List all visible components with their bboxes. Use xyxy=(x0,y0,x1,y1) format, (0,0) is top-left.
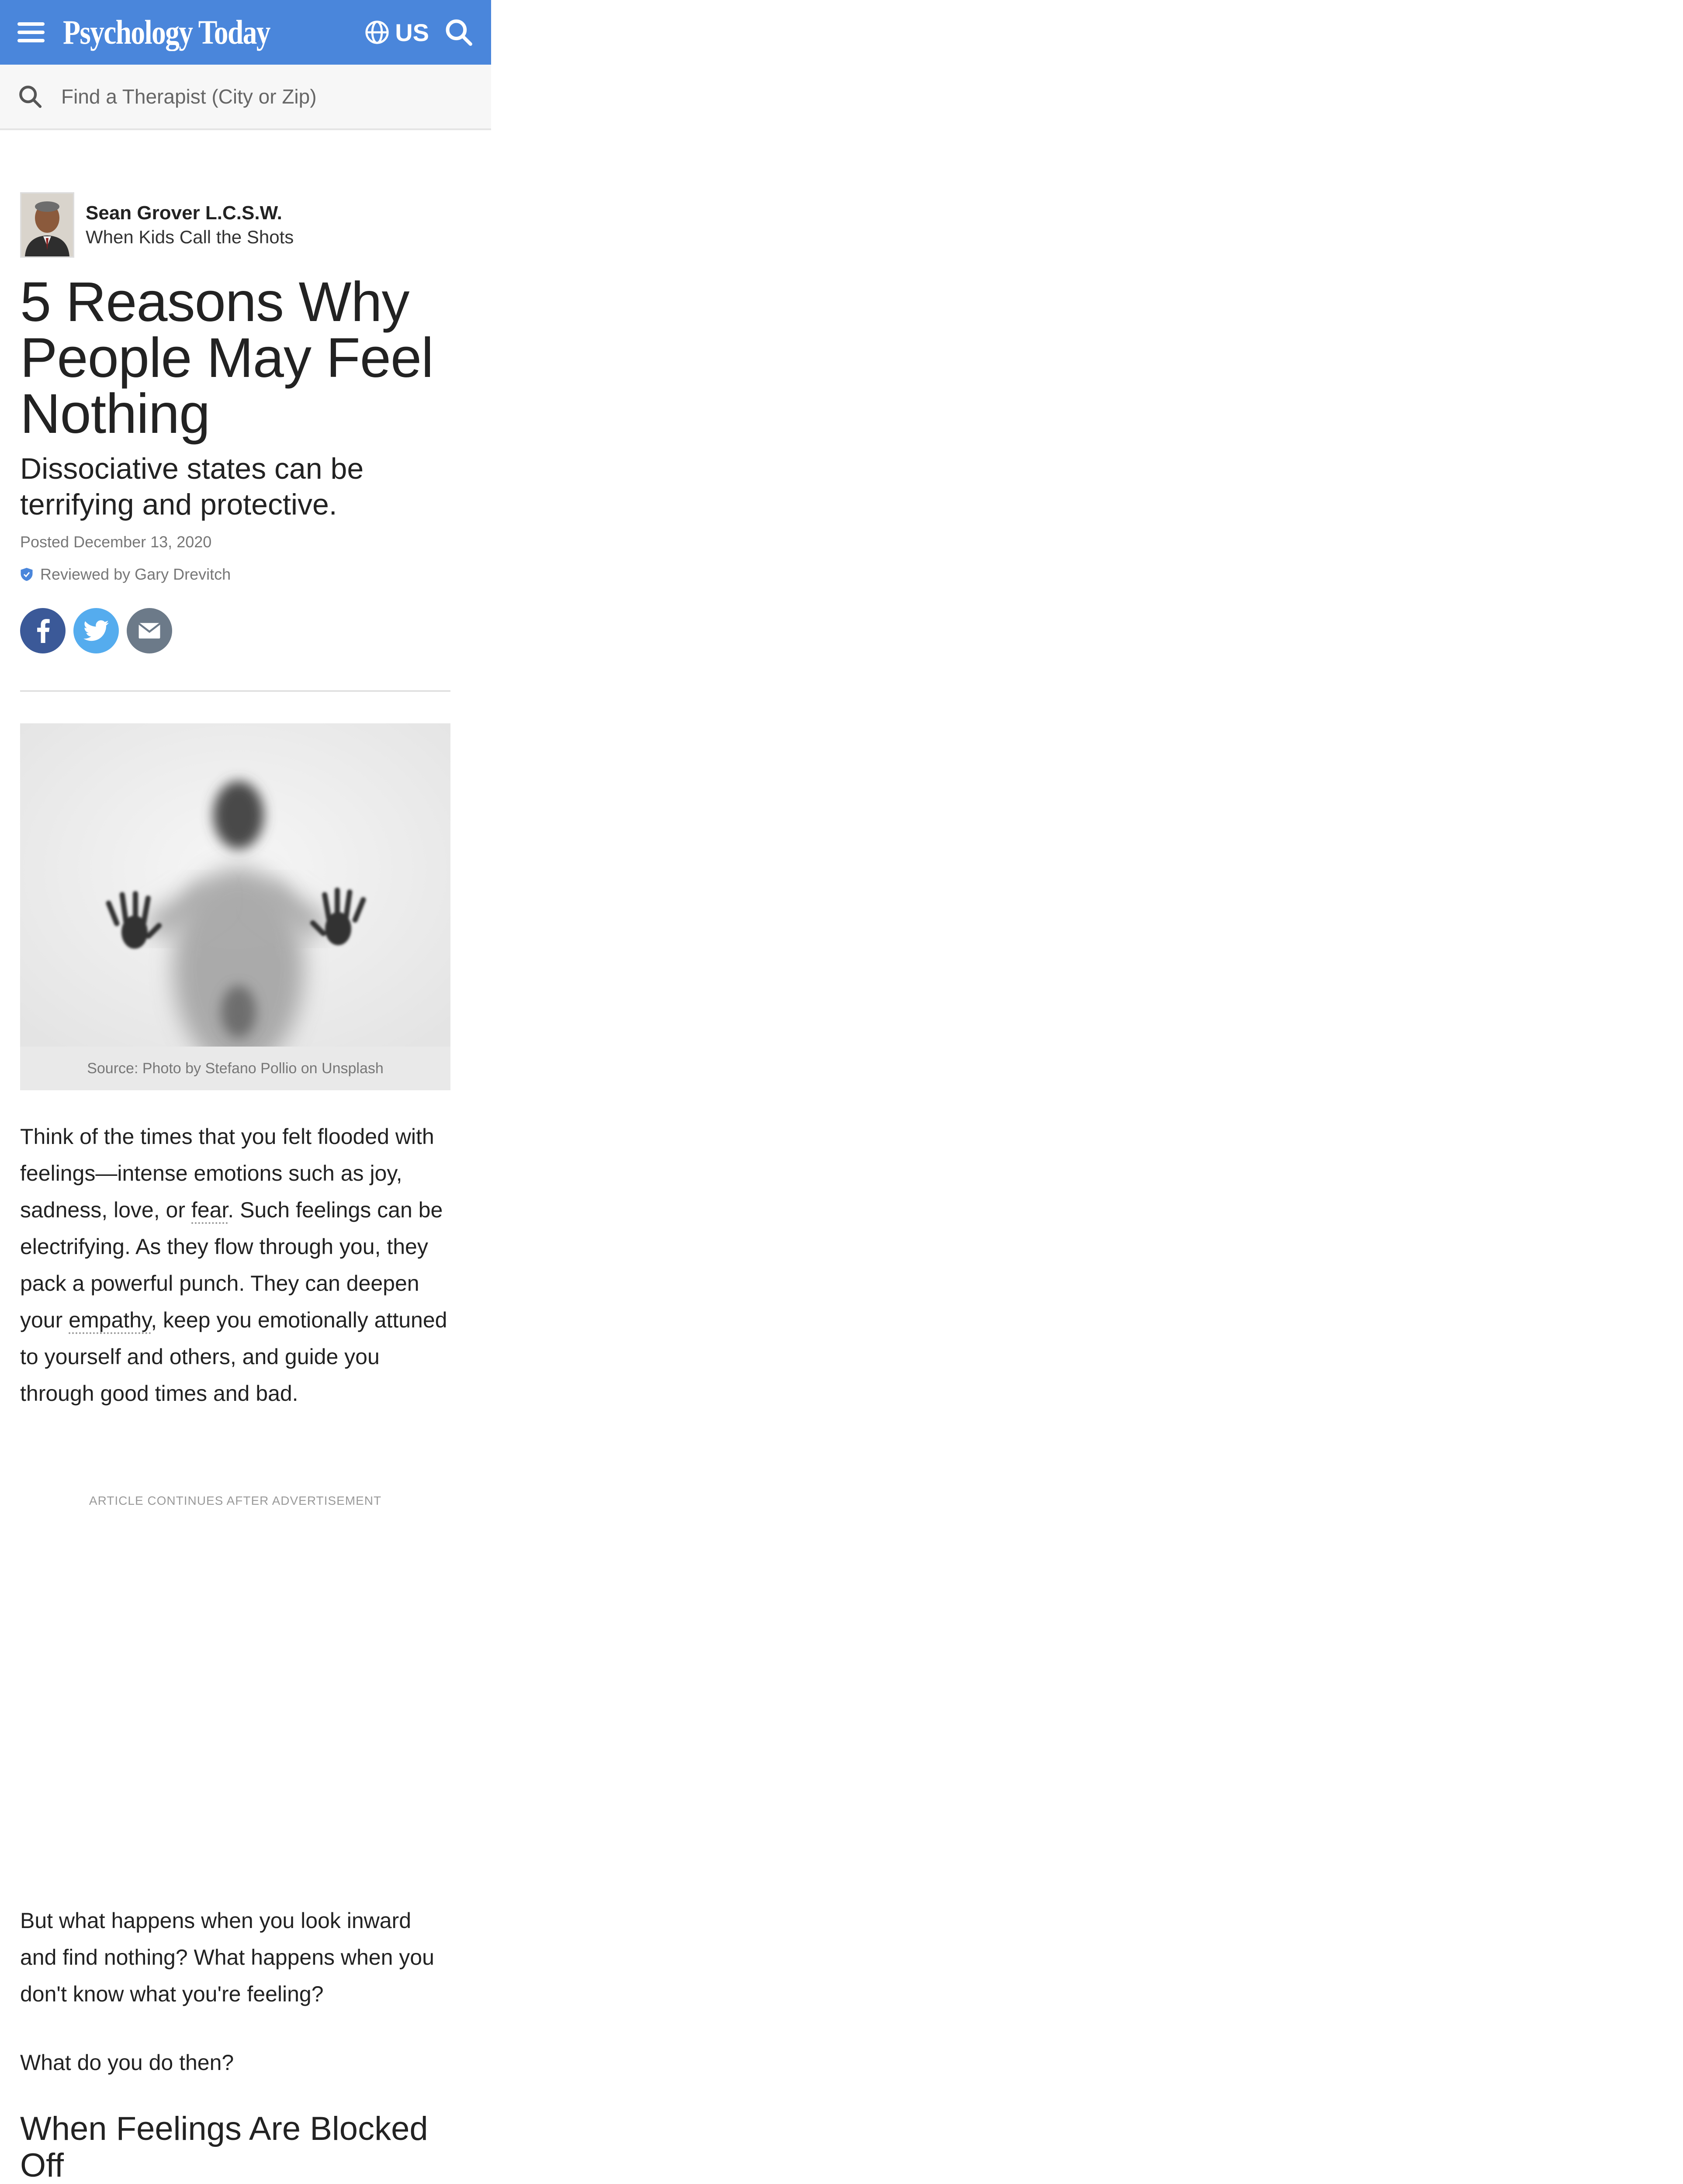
region-label: US xyxy=(395,18,429,46)
search-icon xyxy=(17,84,43,109)
image-caption: Source: Photo by Stefano Pollio on Unsplash xyxy=(20,1047,450,1090)
twitter-icon xyxy=(83,620,109,642)
facebook-icon xyxy=(32,619,54,643)
facebook-share-button[interactable] xyxy=(20,608,66,653)
therapist-search-bar xyxy=(0,65,491,130)
paragraph-3: What do you do then? xyxy=(20,2050,234,2075)
hamburger-menu-icon[interactable] xyxy=(17,17,48,48)
article-title: 5 Reasons Why People May Feel Nothing xyxy=(20,271,433,445)
article-subtitle: Dissociative states can be terrifying and protective. xyxy=(20,452,364,521)
search-icon[interactable] xyxy=(444,17,474,47)
globe-icon xyxy=(364,20,390,45)
therapist-search-input[interactable] xyxy=(60,84,454,109)
site-logo[interactable]: Psychology Today xyxy=(63,13,270,51)
top-right-controls xyxy=(364,17,474,47)
shield-icon xyxy=(20,567,33,582)
hero-image-silhouette-behind-glass xyxy=(20,723,450,1047)
email-icon xyxy=(138,622,161,639)
article-hero-figure xyxy=(20,723,450,1090)
reviewed-by xyxy=(20,565,450,584)
author-blog-name[interactable]: When Kids Call the Shots xyxy=(86,227,294,248)
region-selector[interactable] xyxy=(364,18,429,47)
share-buttons xyxy=(20,608,450,653)
top-navigation-bar xyxy=(0,0,491,65)
advertisement-notice: ARTICLE CONTINUES AFTER ADVERTISEMENT xyxy=(89,1494,382,1507)
author-block xyxy=(20,192,450,258)
twitter-share-button[interactable] xyxy=(73,608,119,653)
email-share-button[interactable] xyxy=(127,608,172,653)
paragraph-2: But what happens when you look inward and find nothing? What happens when you don't know what you're feeling? xyxy=(20,1908,434,2006)
header-divider xyxy=(20,690,450,692)
reviewer-text[interactable]: Reviewed by Gary Drevitch xyxy=(40,565,231,583)
paragraph-1: Think of the times that you felt flooded with feelings—intense emotions such as joy, sadness, love, or fear. Such feelings can be electrifying. As they flow through you, they pack a powerful punch. They can deepen your empathy, keep you emotionally attuned to yourself and others, and guide you through good times and bad. xyxy=(20,1124,447,1406)
section-heading-blocked-off: When Feelings Are Blocked Off xyxy=(20,2110,428,2184)
post-date: Posted December 13, 2020 xyxy=(20,533,212,551)
fear-term-link[interactable]: fear xyxy=(191,1198,228,1224)
author-name[interactable]: Sean Grover L.C.S.W. xyxy=(86,202,282,224)
author-avatar[interactable] xyxy=(20,192,74,258)
empathy-term-link[interactable]: empathy xyxy=(69,1308,151,1334)
